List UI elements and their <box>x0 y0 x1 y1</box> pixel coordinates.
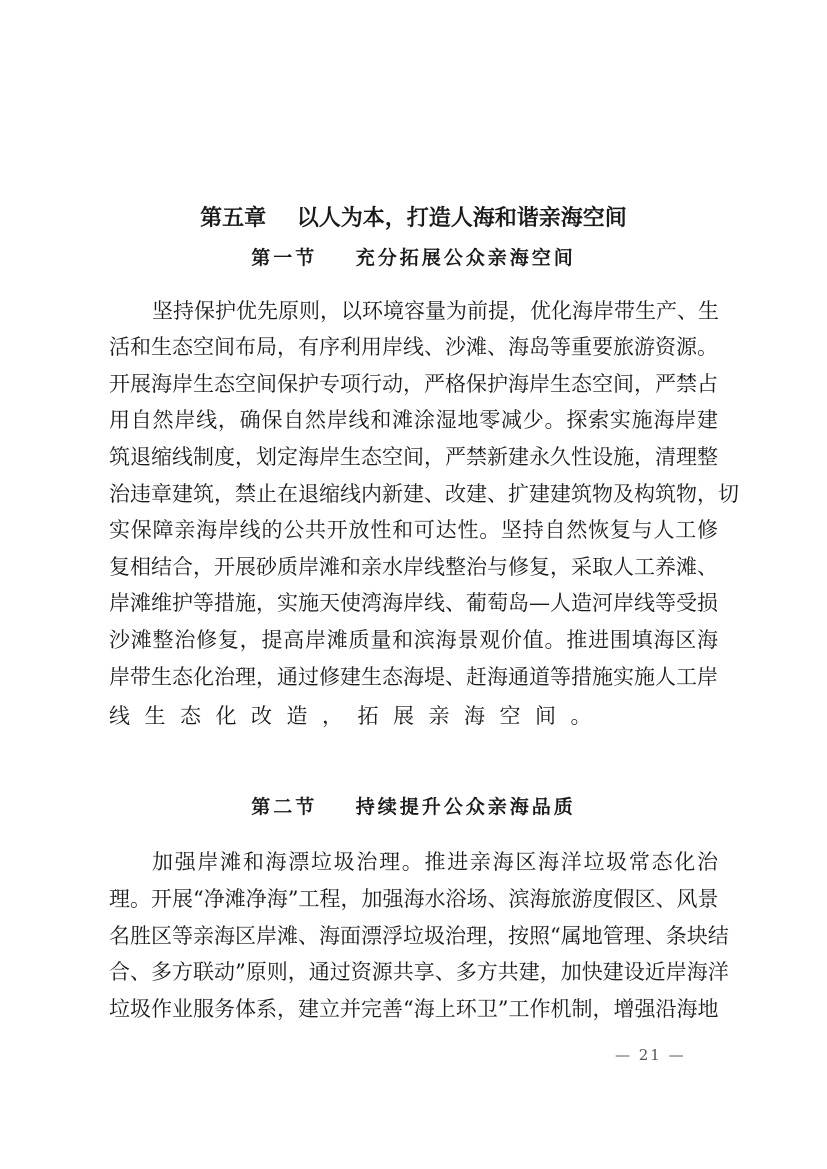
paragraph-line: 岸滩维护等措施，实施天使湾海岸线、葡萄岛—人造河岸线等受损 <box>109 591 718 615</box>
paragraph-line: 活和生态空间布局，有序利用岸线、沙滩、海岛等重要旅游资源。 <box>109 335 718 359</box>
paragraph-line: 实保障亲海岸线的公共开放性和可达性。坚持自然恢复与人工修 <box>109 518 718 542</box>
paragraph-line: 加强岸滩和海漂垃圾治理。推进亲海区海洋垃圾常态化治 <box>152 850 718 874</box>
paragraph-line: 筑退缩线制度，划定海岸生态空间，严禁新建永久性设施，清理整 <box>109 445 718 469</box>
paragraph-line: 开展海岸生态空间保护专项行动，严格保护海岸生态空间，严禁占 <box>109 372 718 396</box>
paragraph-line: 复相结合，开展砂质岸滩和亲水岸线整治与修复，采取人工养滩、 <box>109 555 718 579</box>
paragraph-line: 治违章建筑，禁止在退缩线内新建、改建、扩建建筑物及构筑物，切 <box>109 482 739 506</box>
section-title: 第二节 持续提升公众亲海品质 <box>251 796 576 818</box>
paragraph-line: 用自然岸线，确保自然岸线和滩涂湿地零减少。探索实施海岸建 <box>109 408 718 432</box>
paragraph-line: 岸带生态化治理，通过修建生态海堤、赶海通道等措施实施人工岸 <box>109 665 718 689</box>
paragraph-line: 合、多方联动”原则，通过资源共享、多方共建，加快建设近岸海洋 <box>109 960 729 984</box>
paragraph-line: 理。开展“净滩净海”工程，加强海水浴场、滨海旅游度假区、风景 <box>109 887 719 911</box>
paragraph-line: 垃圾作业服务体系，建立并完善“海上环卫”工作机制，增强沿海地 <box>109 997 719 1021</box>
paragraph-line: 沙滩整治修复，提高岸滩质量和滨海景观价值。推进围填海区海 <box>109 628 718 652</box>
paragraph-line: 坚持保护优先原则，以环境容量为前提，优化海岸带生产、生 <box>152 299 719 323</box>
section-title: 第一节 充分拓展公众亲海空间 <box>251 247 576 269</box>
paragraph-line: 名胜区等亲海区岸滩、海面漂浮垃圾治理，按照“属地管理、条块结 <box>109 924 729 948</box>
paragraph-line: 线生态化改造，拓展亲海空间。 <box>109 704 606 728</box>
page-number: — 21 — <box>615 1046 686 1064</box>
chapter-title: 第五章 以人为本，打造人海和谐亲海空间 <box>200 205 627 231</box>
